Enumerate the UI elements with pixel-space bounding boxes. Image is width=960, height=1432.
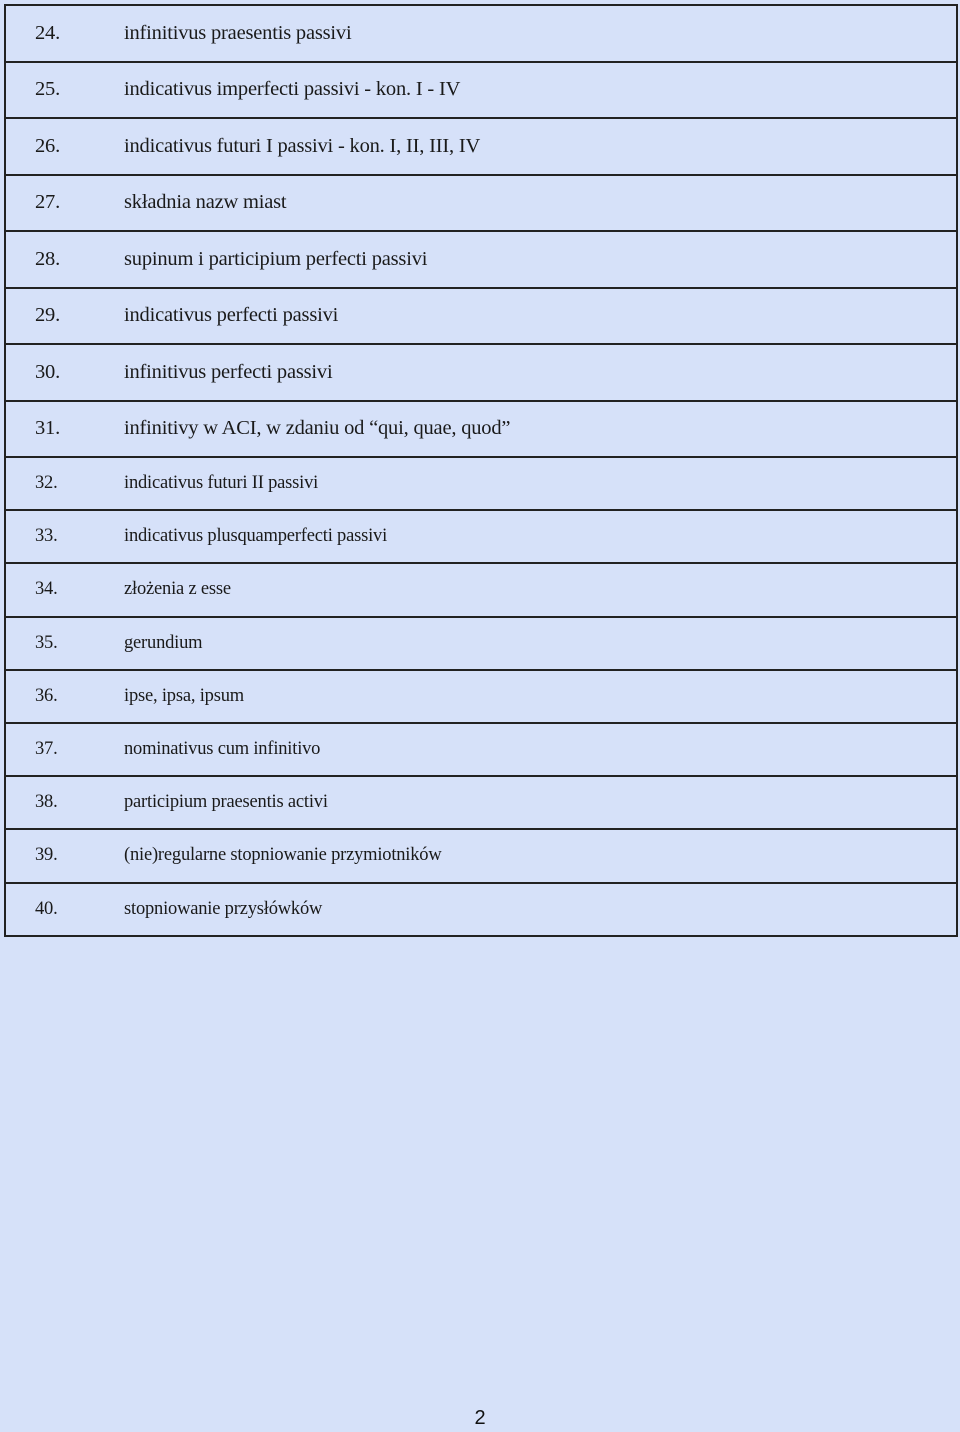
- table-row: [6, 232, 956, 289]
- row-topic: stopniowanie przysłówków: [124, 898, 323, 919]
- row-topic: infinitivus praesentis passivi: [124, 21, 352, 44]
- row-number: 35.: [35, 632, 58, 653]
- table-row: [6, 618, 956, 671]
- row-number: 40.: [35, 898, 58, 919]
- row-topic: indicativus perfecti passivi: [124, 304, 339, 327]
- row-topic: gerundium: [124, 632, 203, 653]
- row-number: 30.: [35, 360, 61, 383]
- row-topic: indicativus futuri I passivi - kon. I, II, III, IV: [124, 134, 481, 157]
- row-topic: infinitivy w ACI, w zdaniu od “qui, quae, quod”: [124, 417, 511, 440]
- row-topic: indicativus plusquamperfecti passivi: [124, 526, 388, 547]
- row-topic: ipse, ipsa, ipsum: [124, 685, 244, 706]
- row-number: 24.: [35, 21, 61, 44]
- table-row: [6, 176, 956, 233]
- table-row: [6, 119, 956, 176]
- row-topic: nominativus cum infinitivo: [124, 739, 321, 760]
- row-number: 38.: [35, 792, 58, 813]
- row-topic: indicativus futuri II passivi: [124, 473, 319, 494]
- row-number: 34.: [35, 579, 58, 600]
- row-number: 25.: [35, 78, 61, 101]
- row-number: 31.: [35, 417, 61, 440]
- table-row: [6, 724, 956, 777]
- row-topic: składnia nazw miast: [124, 191, 287, 214]
- row-topic: infinitivus perfecti passivi: [124, 360, 333, 383]
- row-number: 28.: [35, 247, 61, 270]
- table-row: [6, 289, 956, 346]
- row-number: 39.: [35, 845, 58, 866]
- table-row: [6, 564, 956, 617]
- table-row: [6, 63, 956, 120]
- row-topic: złożenia z esse: [124, 579, 231, 600]
- lesson-table: [4, 4, 958, 937]
- row-number: 32.: [35, 473, 58, 494]
- table-row: [6, 345, 956, 402]
- table-row: [6, 6, 956, 63]
- table-row: [6, 458, 956, 511]
- row-number: 26.: [35, 134, 61, 157]
- row-number: 33.: [35, 526, 58, 547]
- row-topic: supinum i participium perfecti passivi: [124, 247, 428, 270]
- row-number: 29.: [35, 304, 61, 327]
- table-row: [6, 884, 956, 937]
- table-row: [6, 671, 956, 724]
- table-row: [6, 830, 956, 883]
- table-row: [6, 777, 956, 830]
- row-topic: indicativus imperfecti passivi - kon. I - IV: [124, 78, 461, 101]
- table-row: [6, 511, 956, 564]
- row-number: 36.: [35, 685, 58, 706]
- row-number: 37.: [35, 739, 58, 760]
- row-number: 27.: [35, 191, 61, 214]
- row-topic: participium praesentis activi: [124, 792, 328, 813]
- row-topic: (nie)regularne stopniowanie przymiotników: [124, 845, 442, 866]
- table-row: [6, 402, 956, 459]
- page-number: 2: [474, 1407, 486, 1429]
